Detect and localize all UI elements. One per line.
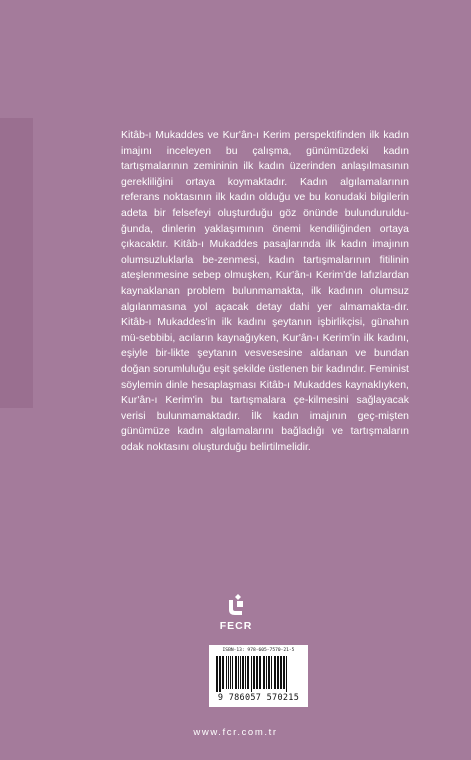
barcode-bar: [242, 656, 244, 689]
barcode-bar: [240, 656, 241, 689]
barcode-bar: [259, 656, 261, 689]
barcode-digits: 9 786057 570215: [217, 693, 300, 703]
publisher-name: FECR: [219, 620, 253, 632]
blurb-paragraph: Kitâb-ı Mukaddes ve Kur'ân-ı Kerim perspektifinden ilk kadın imajını inceleyen bu çalışma, günümüzdeki kadın tartışmalarının zemininin ilk kadın üzerinden anlaşılmasının gerekliliğini ortaya koymaktadır. Kadın algılamalarının referans noktasının ilk kadın olduğu ve bu konudaki bilgilerin adeta bir felsefeyi oluşturduğu göz önünde bulunduruldu-ğunda, dinlerin yaklaşımının önemi kendiliğinden ortaya çıkacaktır. Kitâb-ı Mukaddes pasajlarında ilk kadın imajının olumsuzluklarla be-zenmesi, kadın tartışmalarının fitilinin ateşlenmesine sebep olmuşken, Kur'ân-ı Kerim'de lafızlardan kaynaklanan problem bulunmamakta, ilk kadının olumsuz algılanmasına yol açacak detay dahi yer almamakta-dır. Kitâb-ı Mukaddes'in ilk kadını şeytanın işbirlikçisi, günahın mü-sebbibi, acıların kaynağıyken, Kur'ân-ı Kerim'in ilk kadını, eşiyle bir-likte şeytanın vesvesesine aldanan ve bundan doğan sorumluluğu eşit şekilde üstlenen bir kadındır. Feminist söylemin dinle hesaplaşması Kitâb-ı Mukaddes kaynaklıyken, Kur'ân-ı Kerim'in bu tartışmalara çe-kilmesini sağlayacak verisi bulunmamaktadır. İlk kadın imajının geç-mişten günümüze kadın algılamalarını bağladığı ve tartışmaların odak noktasını oluşturduğu belirtilmelidir.: [121, 130, 409, 453]
publisher-logo: [210, 594, 262, 632]
barcode-bar: [283, 656, 285, 689]
barcode-bar: [245, 656, 246, 689]
barcode-bar: [256, 656, 258, 689]
barcode-bar: [226, 656, 227, 689]
isbn-barcode: [209, 645, 308, 707]
left-edge-band: [0, 118, 33, 408]
barcode-bar: [216, 656, 218, 692]
barcode-bar: [222, 656, 224, 689]
barcode-bar: [230, 656, 231, 689]
barcode-bars: [215, 656, 302, 692]
barcode-bar: [232, 656, 233, 689]
isbn-line: ISBN-13: 978-605-7570-21-5: [222, 648, 295, 653]
barcode-bar: [253, 656, 255, 689]
barcode-bar: [235, 656, 237, 689]
barcode-bar: [274, 656, 276, 689]
barcode-bar: [247, 656, 249, 689]
barcode-bar: [280, 656, 282, 689]
barcode-bar: [219, 656, 221, 692]
fecr-logo-icon: [225, 594, 247, 618]
publisher-website: www.fcr.com.tr: [193, 727, 278, 738]
barcode-bar: [251, 656, 252, 692]
barcode-bar: [263, 656, 265, 689]
blurb-text-block: [121, 128, 409, 455]
barcode-bar: [228, 656, 229, 689]
barcode-bar: [271, 656, 272, 689]
barcode-bar: [277, 656, 279, 689]
barcode-bar: [266, 656, 267, 689]
barcode-bar: [268, 656, 270, 689]
barcode-bar: [286, 656, 287, 692]
barcode-bar: [238, 656, 239, 689]
